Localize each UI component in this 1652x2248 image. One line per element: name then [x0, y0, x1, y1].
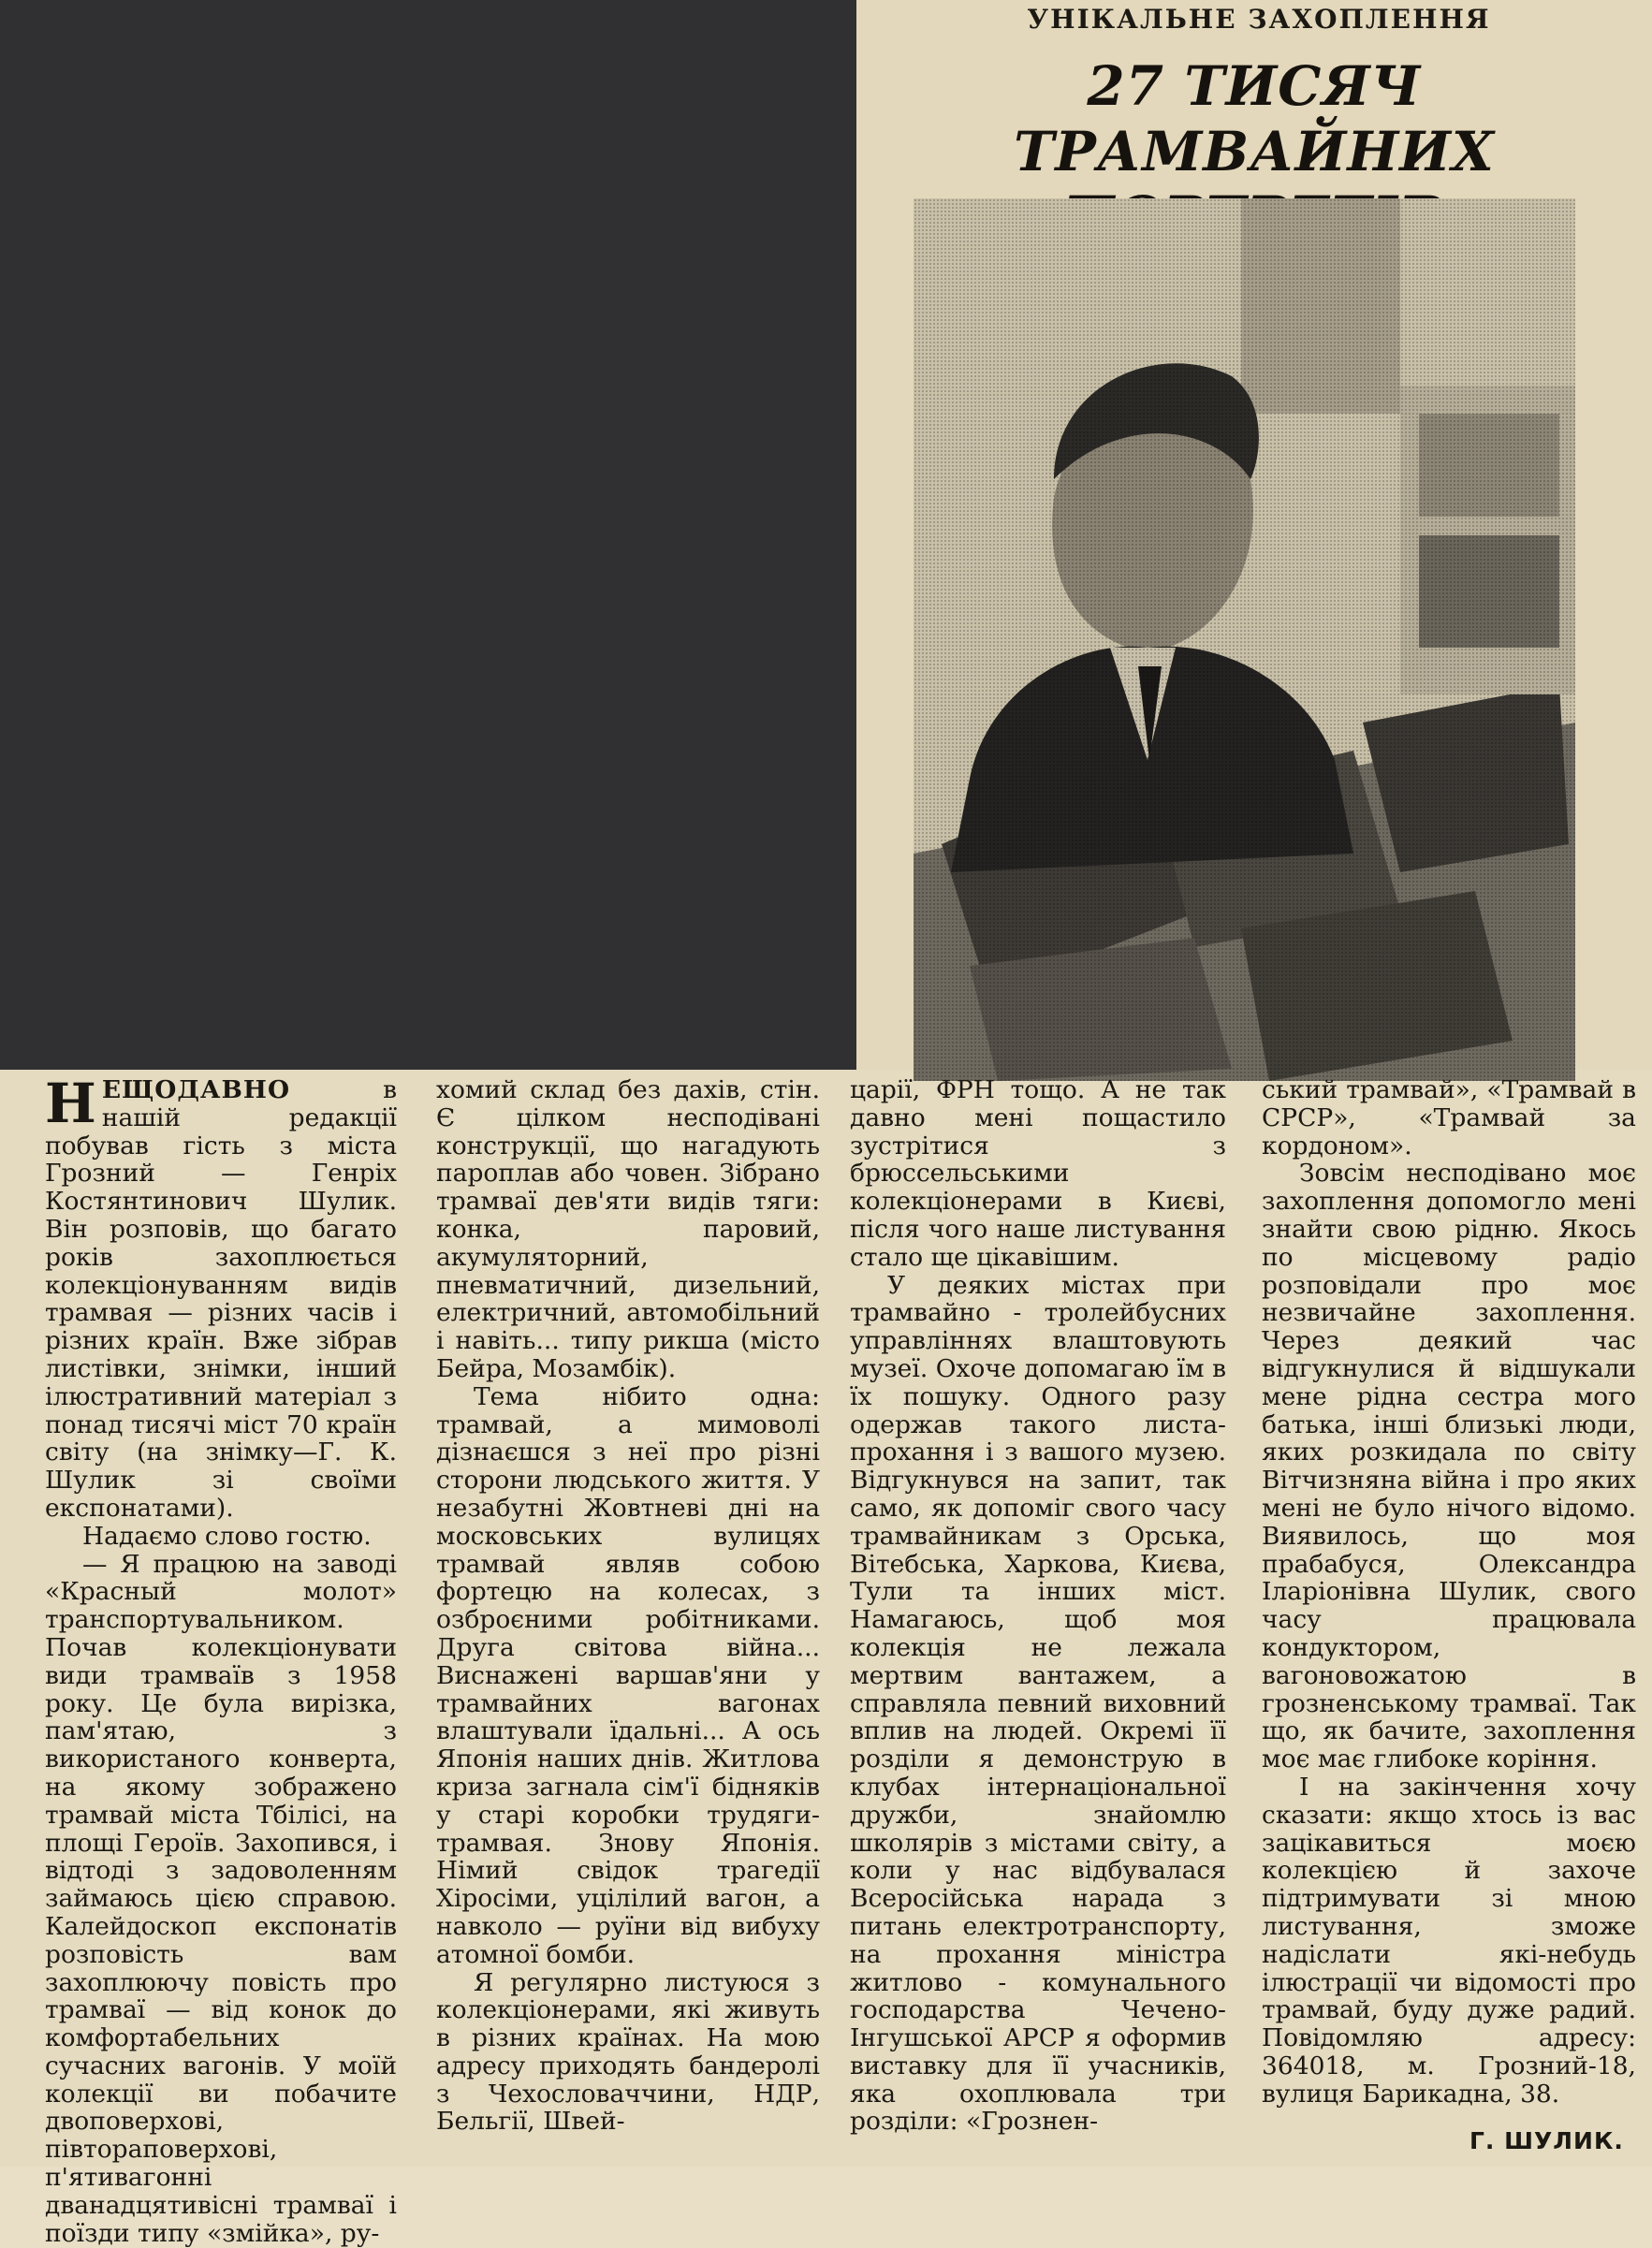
paragraph-text: в нашій редакції побував гість з міста Грозний — Генріх Костянтинович Шулик. Він розповів, що багато років захоплюється колекціонуванням видів трамвая — різних часів і різних країн. Вже зібрав листівки, знімки, інший ілюстративний матеріал з понад тисячі міст 70 країн світу (на знімку—Г. К. Шулик зі своїми експонатами). — [45, 1075, 397, 1523]
paragraph — [45, 1072, 397, 1523]
paragraph: Надаємо слово гостю. — [82, 1521, 372, 1551]
article-column-2 — [436, 1076, 820, 2136]
paragraph: У деяких містах при трамвайно - тролейбусних управліннях влаштовують музеї. Охоче допомагаю їм в їх пошуку. Одного разу одержав такого листа-прохання і з вашого музею. Відгукнувся на запит, так само, як допоміг свого часу трамвайникам з Орська, Вітебська, Харкова, Києва, Тули та інших міст. Намагаюсь, щоб моя колекція не лежала мертвим вантажем, а справляла певний виховний вплив на людей. Окремі її розділи я демонструю в клубах інтернаціональної дружби, знайомлю школярів з містами світу, а коли у нас відбувалася Всеросійська нарада з питань електротранспорту, на прохання міністра житлово - комунального господарства Чечено-Інгушської АРСР я оформив виставку для її учасників, яка охоплювала три розділи: «Грознен- — [850, 1270, 1226, 2137]
paragraph: — Я працюю на заводі «Красный молот» транспортувальником. Почав колекціонувати види трамваїв з 1958 року. Це була вирізка, пам'ятаю, з використаного конверта, на якому зображено трамвай міста Тбілісі, на площі Героїв. Захопився, і відтоді з задоволенням займаюсь цією справою. Калейдоскоп експонатів розповість вам захоплюючу повість про трамваї — від конок до комфортабельних сучасних вагонів. У моїй колекції ви побачите двоповерхові, півтораповерхові, п'ятивагонні дванадцятивісні трамваї і поїзди типу «змійка», ру- — [45, 1549, 397, 2248]
article-column-1 — [45, 1072, 397, 2248]
dropcap: Н — [45, 1072, 96, 1135]
paragraph: хомий склад без дахів, стін. Є цілком несподівані конструкції, що нагадують пароплав або човен. Зібрано трамваї дев'яти видів тяги: конка, паровий, акумуляторний, пневматичний, дизельний, електричний, автомобільний і навіть... типу рикша (місто Бейра, Мозамбік). — [436, 1075, 820, 1383]
paragraph: Зовсім несподівано моє захоплення допомогло мені знайти свою рідню. Якось по місцевому радіо розповідали про моє незвичайне захоплення. Через деякий час відгукнулися й відшукали мене рідна сестра мого батька, інші близькі люди, яких розкидала по світу Вітчизняна війна і про яких мені не було нічого відомо. Виявилось, що моя прабабуся, Олександра Іларіонівна Шулик, свого часу працювала кондуктором, вагоновожатою в грозненському трамваї. Так що, як бачите, захоплення моє має глибоке коріння. — [1262, 1159, 1636, 1774]
paragraph: ський трамвай», «Трамвай в СРСР», «Трамвай за кордоном». — [1262, 1075, 1636, 1160]
lead-word: ЕЩОДАВНО — [101, 1075, 291, 1104]
article-column-3 — [850, 1076, 1226, 2136]
author-signature: Г. ШУЛИК. — [1469, 2127, 1624, 2154]
article-column-4 — [1262, 1076, 1636, 2108]
collector-photo — [914, 198, 1575, 1081]
paragraph: І на закінчення хочу сказати: якщо хтось із вас зацікавиться моєю колекцією й захоче підтримувати зі мною листування, зможе надіслати які-небудь ілюстрації чи відомості про трамвай, буду дуже радий. Повідомляю адресу: 364018, м. Грозний-18, вулиця Барикадна, 38. — [1262, 1772, 1636, 2109]
paragraph: царії, ФРН тощо. А не так давно мені пощастило зустрітися з брюссельськими колекціонерами в Києві, після чого наше листування стало ще цікавішим. — [850, 1075, 1226, 1272]
rubric: УНІКАЛЬНЕ ЗАХОПЛЕННЯ — [1027, 4, 1491, 35]
paragraph: Я регулярно листуюся з колекціонерами, які живуть в різних країнах. На мою адресу приходять бандеролі з Чехословаччини, НДР, Бельгії, Швей- — [436, 1967, 820, 2137]
paragraph: Тема нібито одна: трамвай, а мимоволі дізнаєшся з неї про різні сторони людського життя. У незабутні Жовтневі дні на московських вулицях трамвай являв собою фортецю на колесах, з озброєними робітниками. Друга світова війна... Виснажені варшав'яни у трамвайних вагонах влаштували їдальні... А ось Японія наших днів. Житлова криза загнала сім'ї бідняків у старі коробки трудяги-трамвая. Знову Японія. Німий свідок трагедії Хіросіми, уцілілий вагон, а навколо — руїни від вибуху атомної бомби. — [436, 1381, 820, 1969]
headline-line-1: 27 ТИСЯЧ ТРАМВАЙНИХ — [1014, 54, 1495, 183]
redacted-area — [0, 0, 856, 1070]
